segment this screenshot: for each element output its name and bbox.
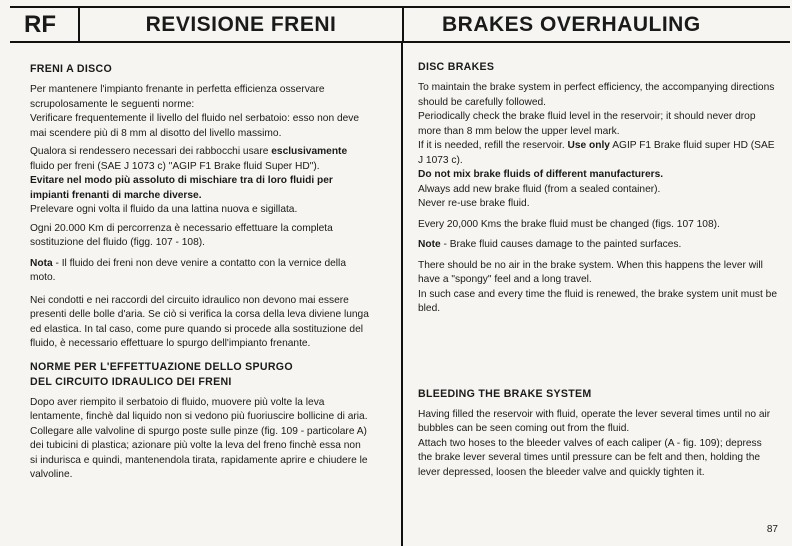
paragraph: Attach two hoses to the bleeder valves of each caliper (A - fig. 109); depress the brake lever several times until pressure can be felt and then, holding the lever depressed, loosen the bleeder valve and quickly tighten it. xyxy=(418,437,762,478)
paragraph: There should be no air in the brake system. When this happens the lever will have a "spongy" feel and a long travel. xyxy=(418,259,763,285)
heading-line: DEL CIRCUITO IDRAULICO DEI FRENI xyxy=(30,375,232,388)
paragraph: Having filled the reservoir with fluid, operate the lever several times until no air bubbles can be seen coming out from the fluid. xyxy=(418,408,771,434)
note-label: Note xyxy=(418,239,441,250)
column-divider xyxy=(401,43,403,546)
paragraph xyxy=(418,139,778,168)
paragraph: To maintain the brake system in perfect efficiency, the accompanying directions should be carefully followed. xyxy=(418,82,775,108)
paragraph: Nei condotti e nei raccordi del circuito idraulico non devono mai essere presenti delle bolle d'aria. Se ciò si verifica la corsa della leva diviene lunga ed elastica. In tal caso, come pure quando si procede alla sostituzione del fluido, è necessario effettuare lo spurgo dell'impianto frenante. xyxy=(30,294,369,349)
note-paragraph xyxy=(418,238,778,253)
paragraph: Verificare frequentemente il livello del fluido nel serbatoio: esso non deve mai scendere più di 8 mm al disotto del livello massimo. xyxy=(30,113,360,139)
bold-paragraph: Evitare nel modo più assoluto di mischiare tra di loro fluidi per impianti frenanti di marche diverse. xyxy=(30,175,333,201)
note-label: Nota xyxy=(30,257,53,269)
heading-bleeding: BLEEDING THE BRAKE SYSTEM xyxy=(418,387,592,400)
text-span: Qualora si rendessero necessari dei rabbocchi usare xyxy=(30,146,272,157)
bold-span: esclusivamente xyxy=(271,146,348,157)
page-header xyxy=(10,6,790,43)
paragraph: Per mantenere l'impianto frenante in perfetta efficienza osservare scrupolosamente le seguenti norme: xyxy=(30,84,325,110)
paragraph xyxy=(30,145,370,174)
text-span: - Brake fluid causes damage to the painted surfaces. xyxy=(440,239,682,250)
italian-column xyxy=(30,62,370,483)
heading-spurgo xyxy=(30,360,370,390)
note-paragraph xyxy=(30,257,370,286)
heading-freni-a-disco: FRENI A DISCO xyxy=(30,63,112,75)
paragraph: Dopo aver riempito il serbatoio di fluido, muovere più volte la leva lentamente, finchè dal liquido non si vedono più fuoriuscire bollicine di aria. xyxy=(30,396,368,422)
paragraph: Prelevare ogni volta il fluido da una lattina nuova e sigillata. xyxy=(30,204,298,215)
bold-span: Use only xyxy=(567,140,610,151)
paragraph: Never re-use brake fluid. xyxy=(418,198,530,209)
section-code: RF xyxy=(10,8,80,41)
heading-line: NORME PER L'EFFETTUAZIONE DELLO SPURGO xyxy=(30,360,293,373)
text-span: AGIP F1 Brake fluid super HD (SAE J 1073 c). xyxy=(418,140,775,166)
text-span: fluido per freni (SAE J 1073 c) "AGIP F1 Brake fluid Super HD"). xyxy=(30,160,320,172)
paragraph: In such case and every time the fluid is renewed, the brake system unit must be bled. xyxy=(418,288,778,314)
title-italian: REVISIONE FRENI xyxy=(145,13,337,36)
text-span: If it is needed, refill the reservoir. xyxy=(418,140,568,151)
paragraph: Ogni 20.000 Km di percorrenza è necessario effettuare la completa sostituzione del fluido (figg. 107 - 108). xyxy=(30,222,333,248)
bold-paragraph: Do not mix brake fluids of different manufacturers. xyxy=(418,169,664,180)
heading-disc-brakes: DISC BRAKES xyxy=(418,61,495,73)
paragraph: Every 20,000 Kms the brake fluid must be changed (figs. 107 108). xyxy=(418,218,720,230)
page-number: 87 xyxy=(766,524,778,535)
paragraph: Always add new brake fluid (from a sealed container). xyxy=(418,183,661,195)
text-span: - Il fluido dei freni non deve venire a contatto con la vernice della moto. xyxy=(30,257,346,283)
paragraph: Periodically check the brake fluid level in the reservoir; it should never drop more than 8 mm below the upper level mark. xyxy=(418,111,756,137)
title-english: BRAKES OVERHAULING xyxy=(402,8,790,41)
english-column xyxy=(418,60,778,480)
paragraph: Collegare alle valvoline di spurgo poste sulle pinze (fig. 109 - particolare A) dei tubicini di plastica; azionare più volte la leva del freno finchè essa non si indurisca e quindi, mantenendola tirata, rapidamente aprire e chiudere le valvoline. xyxy=(30,425,368,480)
